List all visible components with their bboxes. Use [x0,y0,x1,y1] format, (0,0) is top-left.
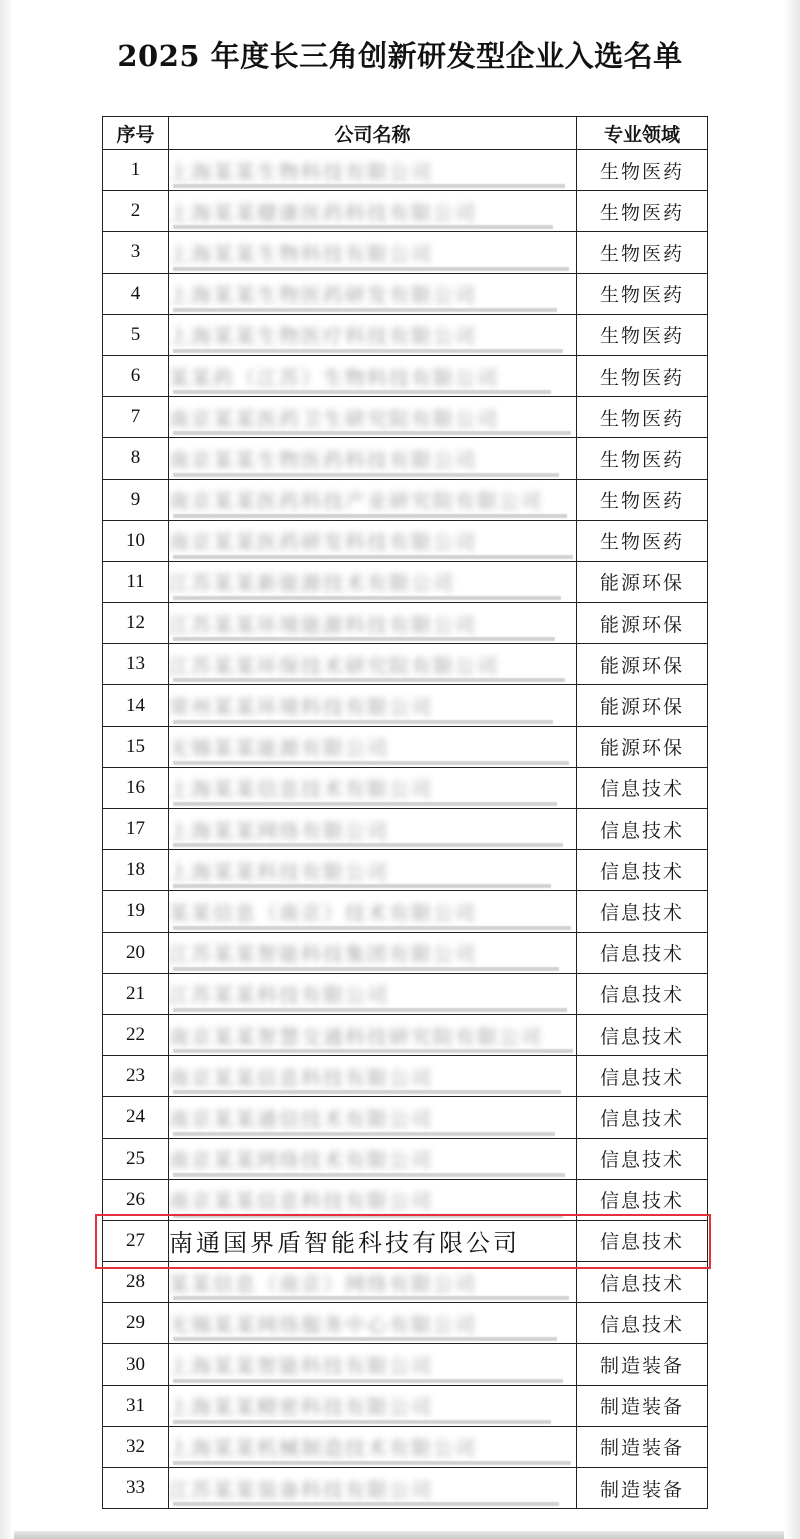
blurred-company-name: 上海某某机械制造技术有限公司 [169,1436,477,1461]
redaction-bar [173,1502,559,1506]
row-number: 11 [103,561,169,602]
professional-field: 能源环保 [577,561,708,602]
professional-field: 信息技术 [577,1179,708,1220]
page-title: 2025 年度长三角创新研发型企业入选名单 [117,39,683,73]
table-row [103,1097,708,1138]
company-name-redacted [169,1056,577,1097]
header-company-name: 公司名称 [169,117,577,150]
page-shadow-right [784,0,800,1539]
blurred-company-name: 上海某某网络有限公司 [169,818,389,843]
redaction-bar [173,431,571,435]
blurred-company-name: 常州某某环境科技有限公司 [169,695,433,720]
row-number: 25 [103,1138,169,1179]
row-number: 29 [103,1303,169,1344]
blurred-company-name: 南京某某医药卫生研究院有限公司 [169,406,499,431]
professional-field: 信息技术 [577,1220,708,1261]
redaction-bar [173,308,557,312]
row-number: 2 [103,191,169,232]
row-number: 8 [103,438,169,479]
professional-field: 信息技术 [577,1303,708,1344]
redaction-bar [173,637,555,641]
blurred-company-name: 南京某某医药科技产业研究院有限公司 [169,489,543,514]
company-name-redacted [169,973,577,1014]
redaction-bar [173,1379,563,1383]
table-row [103,1385,708,1426]
company-name-redacted [169,1262,577,1303]
table-row [103,1014,708,1055]
page-shadow-bottom [14,1531,784,1539]
blurred-company-name: 某某药（江苏）生物科技有限公司 [169,365,499,390]
redaction-bar [173,390,551,394]
table-header-row [103,117,708,150]
table-row [103,520,708,561]
professional-field: 制造装备 [577,1385,708,1426]
row-number: 24 [103,1097,169,1138]
professional-field: 制造装备 [577,1426,708,1467]
table-row [103,232,708,273]
blurred-company-name: 上海某某健康医药科技有限公司 [169,200,477,225]
table-row [103,685,708,726]
table-row [103,1179,708,1220]
professional-field: 生物医药 [577,232,708,273]
company-name-redacted [169,726,577,767]
professional-field: 信息技术 [577,891,708,932]
blurred-company-name: 南京某某信息科技有限公司 [169,1065,433,1090]
blurred-company-name: 上海某某信息技术有限公司 [169,777,433,802]
row-number: 26 [103,1179,169,1220]
redaction-bar [173,1296,569,1300]
blurred-company-name: 南京某某智慧交通科技研究院有限公司 [169,1024,543,1049]
row-number: 31 [103,1385,169,1426]
blurred-company-name: 上海某某智能科技有限公司 [169,1354,433,1379]
blurred-company-name: 无锡某某能源有限公司 [169,736,389,761]
professional-field: 信息技术 [577,809,708,850]
redaction-bar [173,267,569,271]
company-name-redacted [169,850,577,891]
professional-field: 信息技术 [577,973,708,1014]
blurred-company-name: 江苏某某新能源技术有限公司 [169,571,455,596]
table-row [103,891,708,932]
company-name-redacted [169,150,577,191]
blurred-company-name: 上海某某生物医疗科技有限公司 [169,324,477,349]
blurred-company-name: 江苏某某科技有限公司 [169,983,389,1008]
redaction-bar [173,349,563,353]
blurred-company-name: 上海某某精密科技有限公司 [169,1395,433,1420]
professional-field: 信息技术 [577,1262,708,1303]
redaction-bar [173,720,553,724]
table-row [103,355,708,396]
company-name-redacted [169,1014,577,1055]
professional-field: 制造装备 [577,1468,708,1509]
professional-field: 信息技术 [577,1014,708,1055]
table-row [103,644,708,685]
company-name-redacted [169,273,577,314]
blurred-company-name: 江苏某某环保技术研究院有限公司 [169,653,499,678]
row-number: 6 [103,355,169,396]
row-number: 33 [103,1468,169,1509]
professional-field: 能源环保 [577,685,708,726]
row-number: 19 [103,891,169,932]
company-name-redacted [169,809,577,850]
company-name-redacted [169,1385,577,1426]
blurred-company-name: 无锡某某网络服务中心有限公司 [169,1312,477,1337]
professional-field: 生物医药 [577,314,708,355]
table-row [103,561,708,602]
blurred-company-name: 江苏某某环境能源科技有限公司 [169,612,477,637]
row-number: 21 [103,973,169,1014]
row-number: 30 [103,1344,169,1385]
professional-field: 信息技术 [577,1138,708,1179]
table-row [103,1220,708,1261]
professional-field: 生物医药 [577,520,708,561]
table-row [103,314,708,355]
table-row [103,850,708,891]
row-number: 32 [103,1426,169,1467]
row-number: 12 [103,603,169,644]
professional-field: 制造装备 [577,1344,708,1385]
row-number: 22 [103,1014,169,1055]
table-row [103,603,708,644]
table-row [103,809,708,850]
company-name-redacted [169,685,577,726]
table-row [103,1056,708,1097]
redaction-bar [173,184,565,188]
redaction-bar [173,967,559,971]
table-row [103,973,708,1014]
professional-field: 生物医药 [577,273,708,314]
blurred-company-name: 某某信息（南京）网络有限公司 [169,1271,477,1296]
company-name-redacted [169,438,577,479]
professional-field: 生物医药 [577,397,708,438]
company-name-highlighted: 南通国界盾智能科技有限公司 [169,1220,577,1261]
redaction-bar [173,843,563,847]
row-number: 7 [103,397,169,438]
company-name-redacted [169,1344,577,1385]
row-number: 18 [103,850,169,891]
company-name-redacted [169,355,577,396]
professional-field: 生物医药 [577,438,708,479]
table-row [103,726,708,767]
table-row [103,932,708,973]
table-row [103,479,708,520]
row-number: 13 [103,644,169,685]
company-name-redacted [169,561,577,602]
blurred-company-name: 南京某某通信技术有限公司 [169,1106,433,1131]
redaction-bar [173,473,559,477]
row-number: 1 [103,150,169,191]
redaction-bar [173,1132,555,1136]
redaction-bar [173,802,557,806]
row-number: 4 [103,273,169,314]
company-name-redacted [169,1179,577,1220]
redaction-bar [173,1420,551,1424]
blurred-company-name: 江苏某某智能科技集团有限公司 [169,942,477,967]
selection-table [102,116,708,1509]
company-name-redacted [169,891,577,932]
row-number: 5 [103,314,169,355]
redaction-bar [173,555,573,559]
table-row [103,1262,708,1303]
row-number: 23 [103,1056,169,1097]
row-number: 28 [103,1262,169,1303]
table-row [103,1303,708,1344]
header-no: 序号 [103,117,169,150]
professional-field: 能源环保 [577,644,708,685]
company-name-redacted [169,232,577,273]
company-name-redacted [169,1138,577,1179]
redaction-bar [173,1090,561,1094]
redaction-bar [173,678,565,682]
table-row [103,767,708,808]
row-number: 16 [103,767,169,808]
blurred-company-name: 南京某某生物医药科技有限公司 [169,447,477,472]
redaction-bar [173,1214,563,1218]
company-name-redacted [169,1097,577,1138]
table-row [103,1468,708,1509]
professional-field: 信息技术 [577,932,708,973]
company-name-redacted [169,603,577,644]
company-name-redacted [169,520,577,561]
professional-field: 生物医药 [577,150,708,191]
row-number: 3 [103,232,169,273]
row-number: 20 [103,932,169,973]
professional-field: 信息技术 [577,1056,708,1097]
company-name-redacted [169,644,577,685]
row-number: 27 [103,1220,169,1261]
professional-field: 信息技术 [577,767,708,808]
company-name-redacted [169,767,577,808]
redaction-bar [173,761,569,765]
table-row [103,1138,708,1179]
blurred-company-name: 南京某某医药研发科技有限公司 [169,530,477,555]
redaction-bar [173,1461,571,1465]
professional-field: 信息技术 [577,850,708,891]
table-body [103,150,708,1509]
professional-field: 生物医药 [577,355,708,396]
company-name-redacted [169,191,577,232]
row-number: 15 [103,726,169,767]
redaction-bar [173,926,571,930]
row-number: 14 [103,685,169,726]
professional-field: 信息技术 [577,1097,708,1138]
blurred-company-name: 上海某某生物医药研发有限公司 [169,283,477,308]
redaction-bar [173,225,553,229]
company-name-redacted [169,932,577,973]
company-name-redacted [169,1426,577,1467]
table-row [103,191,708,232]
company-name-redacted [169,1303,577,1344]
blurred-company-name: 南京某某信息科技有限公司 [169,1189,433,1214]
redaction-bar [173,1049,573,1053]
table-row [103,397,708,438]
redaction-bar [173,1008,567,1012]
company-name-redacted [169,1468,577,1509]
table-row [103,150,708,191]
redaction-bar [173,514,567,518]
row-number: 17 [103,809,169,850]
table-row [103,438,708,479]
company-name-redacted [169,314,577,355]
table-row [103,1426,708,1467]
blurred-company-name: 某某信息（南京）技术有限公司 [169,900,477,925]
company-name-redacted [169,397,577,438]
professional-field: 生物医药 [577,191,708,232]
blurred-company-name: 南京某某网络技术有限公司 [169,1148,433,1173]
table-row [103,1344,708,1385]
blurred-company-name: 上海某某科技有限公司 [169,859,389,884]
row-number: 10 [103,520,169,561]
redaction-bar [173,596,561,600]
blurred-company-name: 江苏某某装备科技有限公司 [169,1477,433,1502]
blurred-company-name: 上海某某生物科技有限公司 [169,241,433,266]
header-field: 专业领域 [577,117,708,150]
table-row [103,273,708,314]
redaction-bar [173,1173,565,1177]
company-name-redacted [169,479,577,520]
redaction-bar [173,1337,557,1341]
professional-field: 能源环保 [577,603,708,644]
blurred-company-name: 上海某某生物科技有限公司 [169,159,433,184]
redaction-bar [173,884,551,888]
professional-field: 生物医药 [577,479,708,520]
row-number: 9 [103,479,169,520]
professional-field: 能源环保 [577,726,708,767]
page-shadow-left [0,0,14,1539]
